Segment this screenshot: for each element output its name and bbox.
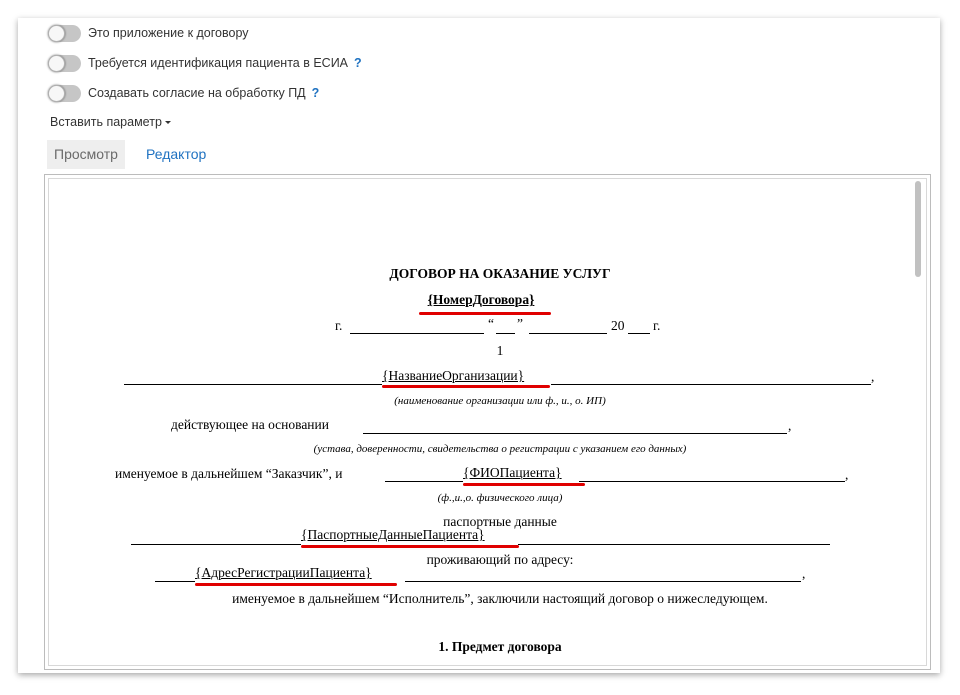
patient-hint: (ф.,и.,о. физического лица)	[437, 492, 563, 504]
blank-line	[385, 481, 463, 482]
toggle-knob-icon	[48, 85, 65, 102]
appendix-label: Это приложение к договору	[88, 26, 249, 40]
appendix-option	[48, 24, 249, 42]
number-one: 1	[496, 343, 504, 358]
esia-option	[48, 54, 362, 72]
tab-preview[interactable]: Просмотр	[47, 140, 125, 169]
comma: ,	[788, 418, 792, 433]
document-title: ДОГОВОР НА ОКАЗАНИЕ УСЛУГ	[389, 266, 611, 281]
highlight-marker	[195, 583, 397, 586]
blank-line	[628, 333, 650, 334]
blank-line	[124, 384, 382, 385]
scrollbar-thumb[interactable]	[915, 181, 921, 277]
customer-label: именуемое в дальнейшем “Заказчик”, и	[115, 466, 343, 481]
blank-line	[518, 544, 830, 545]
basis-label: действующее на основании	[171, 417, 329, 432]
insert-parameter-label: Вставить параметр	[50, 115, 162, 129]
highlight-marker	[301, 545, 519, 548]
quote-open: “	[488, 316, 494, 331]
blank-line	[496, 333, 515, 334]
registration-address-field: {АдресРегистрацииПациента}	[195, 565, 372, 580]
section-1-title: 1. Предмет договора	[438, 639, 562, 654]
consent-label: Создавать согласие на обработку ПД	[88, 86, 306, 100]
blank-line	[405, 581, 801, 582]
comma: ,	[845, 467, 849, 482]
blank-line	[131, 544, 301, 545]
toggle-knob-icon	[48, 25, 65, 42]
address-label: проживающий по адресу:	[426, 552, 574, 567]
blank-line	[155, 581, 195, 582]
organization-field: {НазваниеОрганизации}	[382, 368, 525, 383]
highlight-marker	[382, 385, 550, 388]
consent-toggle[interactable]	[48, 85, 81, 102]
blank-line	[529, 333, 607, 334]
esia-toggle[interactable]	[48, 55, 81, 72]
insert-parameter-dropdown[interactable]	[50, 115, 171, 129]
esia-help-icon[interactable]: ?	[354, 56, 362, 70]
caret-down-icon	[165, 121, 171, 124]
contract-number-field: {НомерДоговора}	[427, 292, 535, 307]
blank-line	[551, 384, 871, 385]
organization-hint: (наименование организации или ф., и., о. ИП)	[394, 395, 606, 407]
year-suffix: г.	[653, 318, 661, 333]
quote-close: ”	[517, 316, 523, 331]
year-prefix: 20	[611, 318, 625, 333]
passport-label: паспортные данные	[443, 514, 557, 529]
blank-line	[363, 433, 787, 434]
patient-name-field: {ФИОПациента}	[463, 465, 562, 480]
basis-hint: (устава, доверенности, свидетельства о регистрации с указанием его данных)	[313, 443, 687, 455]
blank-line	[350, 333, 484, 334]
comma: ,	[802, 566, 806, 581]
tab-editor[interactable]: Редактор	[146, 146, 207, 162]
highlight-marker	[419, 312, 551, 315]
document-preview-area[interactable]	[44, 174, 931, 670]
esia-label: Требуется идентификация пациента в ЕСИА	[88, 56, 349, 70]
comma: ,	[871, 369, 875, 384]
appendix-toggle[interactable]	[48, 25, 81, 42]
contract-template-panel	[18, 18, 940, 673]
executor-sentence: именуемое в дальнейшем “Исполнитель”, заключили настоящий договор о нижеследующем.	[232, 591, 768, 606]
highlight-marker	[463, 483, 585, 486]
passport-data-field: {ПаспортныеДанныеПациента}	[301, 527, 485, 542]
consent-option	[48, 84, 319, 102]
consent-help-icon[interactable]: ?	[311, 86, 320, 100]
city-label: г.	[335, 318, 343, 333]
toggle-knob-icon	[48, 55, 65, 72]
blank-line	[579, 481, 845, 482]
